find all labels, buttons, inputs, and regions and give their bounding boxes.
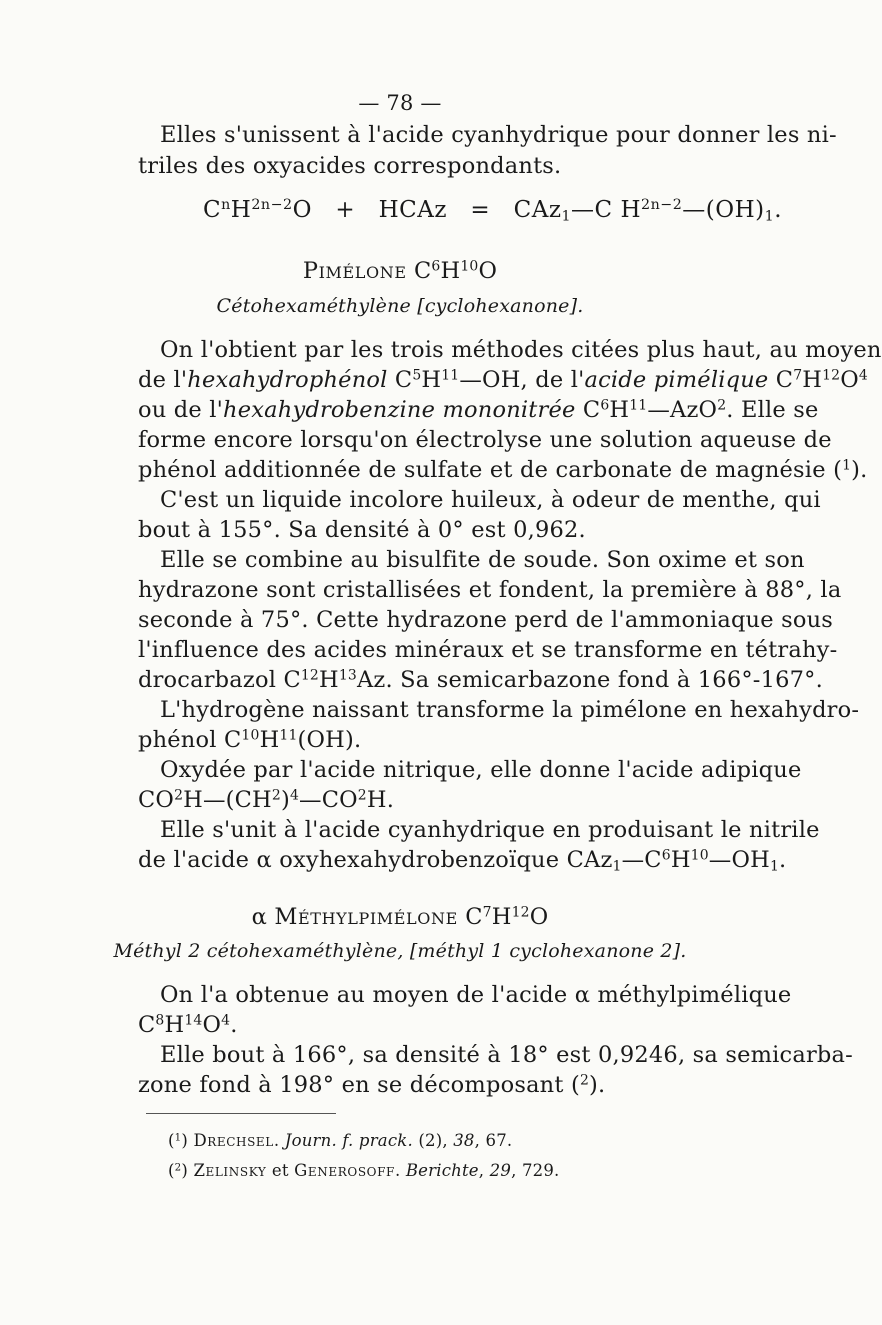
- text-line: bout à 155°. Sa densité à 0° est 0,962.: [138, 517, 586, 543]
- text-line: phénol additionnée de sulfate et de carbonate de magnésie ($^1$).: [138, 457, 868, 483]
- equation: $C^nH^{2n-2}O$ + HCAz = CAz$_1$—C $H^{2n-2}—(OH)_1$.: [203, 197, 783, 225]
- text-line: de l'hexahydrophénol $C^5H^{11}—OH$, de l'acide pimélique $C^7H^{12}O^4$: [138, 367, 868, 393]
- text-line: Elles s'unissent à l'acide cyanhydrique pour donner les ni-: [160, 122, 837, 148]
- text-line: Elle s'unit à l'acide cyanhydrique en produisant le nitrile: [160, 817, 820, 843]
- text-line: triles des oxyacides correspondants.: [138, 153, 562, 179]
- text-line: phénol $C^{10}H^{11}(OH)$.: [138, 727, 362, 753]
- section-title: Pimélone $C^6H^{10}O$: [302, 258, 498, 284]
- section-subtitle: Cétohexaméthylène [cyclohexanone].: [216, 295, 584, 317]
- text-line: hydrazone sont cristallisées et fondent, la première à 88°, la: [138, 577, 842, 603]
- text-line: Oxydée par l'acide nitrique, elle donne l'acide adipique: [160, 757, 802, 783]
- text-line: L'hydrogène naissant transforme la pimélone en hexahydro-: [160, 697, 860, 723]
- text-line: zone fond à 198° en se décomposant ($^2$).: [138, 1072, 606, 1098]
- text-line: ou de l'hexahydrobenzine mononitrée $C^6H^{11}—AzO^2$. Elle se: [138, 397, 819, 423]
- footnote: ($^1$) Drechsel. Journ. f. prack. (2), 38, 67.: [168, 1131, 513, 1150]
- text-line: drocarbazol $C^{12}H^{13}Az$. Sa semicarbazone fond à 166°-167°.: [138, 667, 823, 693]
- text-line: $C^8H^{14}O^4$.: [138, 1012, 238, 1038]
- footnote-rule: [146, 1113, 336, 1114]
- text-line: Elle se combine au bisulfite de soude. Son oxime et son: [160, 547, 805, 573]
- footnote: ($^2$) Zelinsky et Generosoff. Berichte, 29, 729.: [168, 1161, 560, 1180]
- text-line: $CO^2H—(CH^2)^4—CO^2H$.: [138, 787, 395, 813]
- section-title: α Méthylpimélone $C^7H^{12}O$: [251, 904, 549, 930]
- text-line: On l'a obtenue au moyen de l'acide α méthylpimélique: [160, 982, 792, 1008]
- text-line: Elle bout à 166°, sa densité à 18° est 0,9246, sa semicarba-: [160, 1042, 853, 1068]
- text-line: On l'obtient par les trois méthodes citées plus haut, au moyen: [160, 337, 882, 363]
- text-line: C'est un liquide incolore huileux, à odeur de menthe, qui: [160, 487, 821, 513]
- text-line: seconde à 75°. Cette hydrazone perd de l'ammoniaque sous: [138, 607, 834, 633]
- text-line: l'influence des acides minéraux et se transforme en tétrahy-: [138, 637, 838, 663]
- text-line: forme encore lorsqu'on électrolyse une solution aqueuse de: [138, 427, 832, 453]
- page-number: — 78 —: [358, 91, 442, 115]
- text-line: de l'acide α oxyhexahydrobenzoïque $CAz_1—C^6H^{10}—OH_1$.: [138, 847, 787, 875]
- section-subtitle: Méthyl 2 cétohexaméthylène, [méthyl 1 cyclohexanone 2].: [113, 940, 687, 962]
